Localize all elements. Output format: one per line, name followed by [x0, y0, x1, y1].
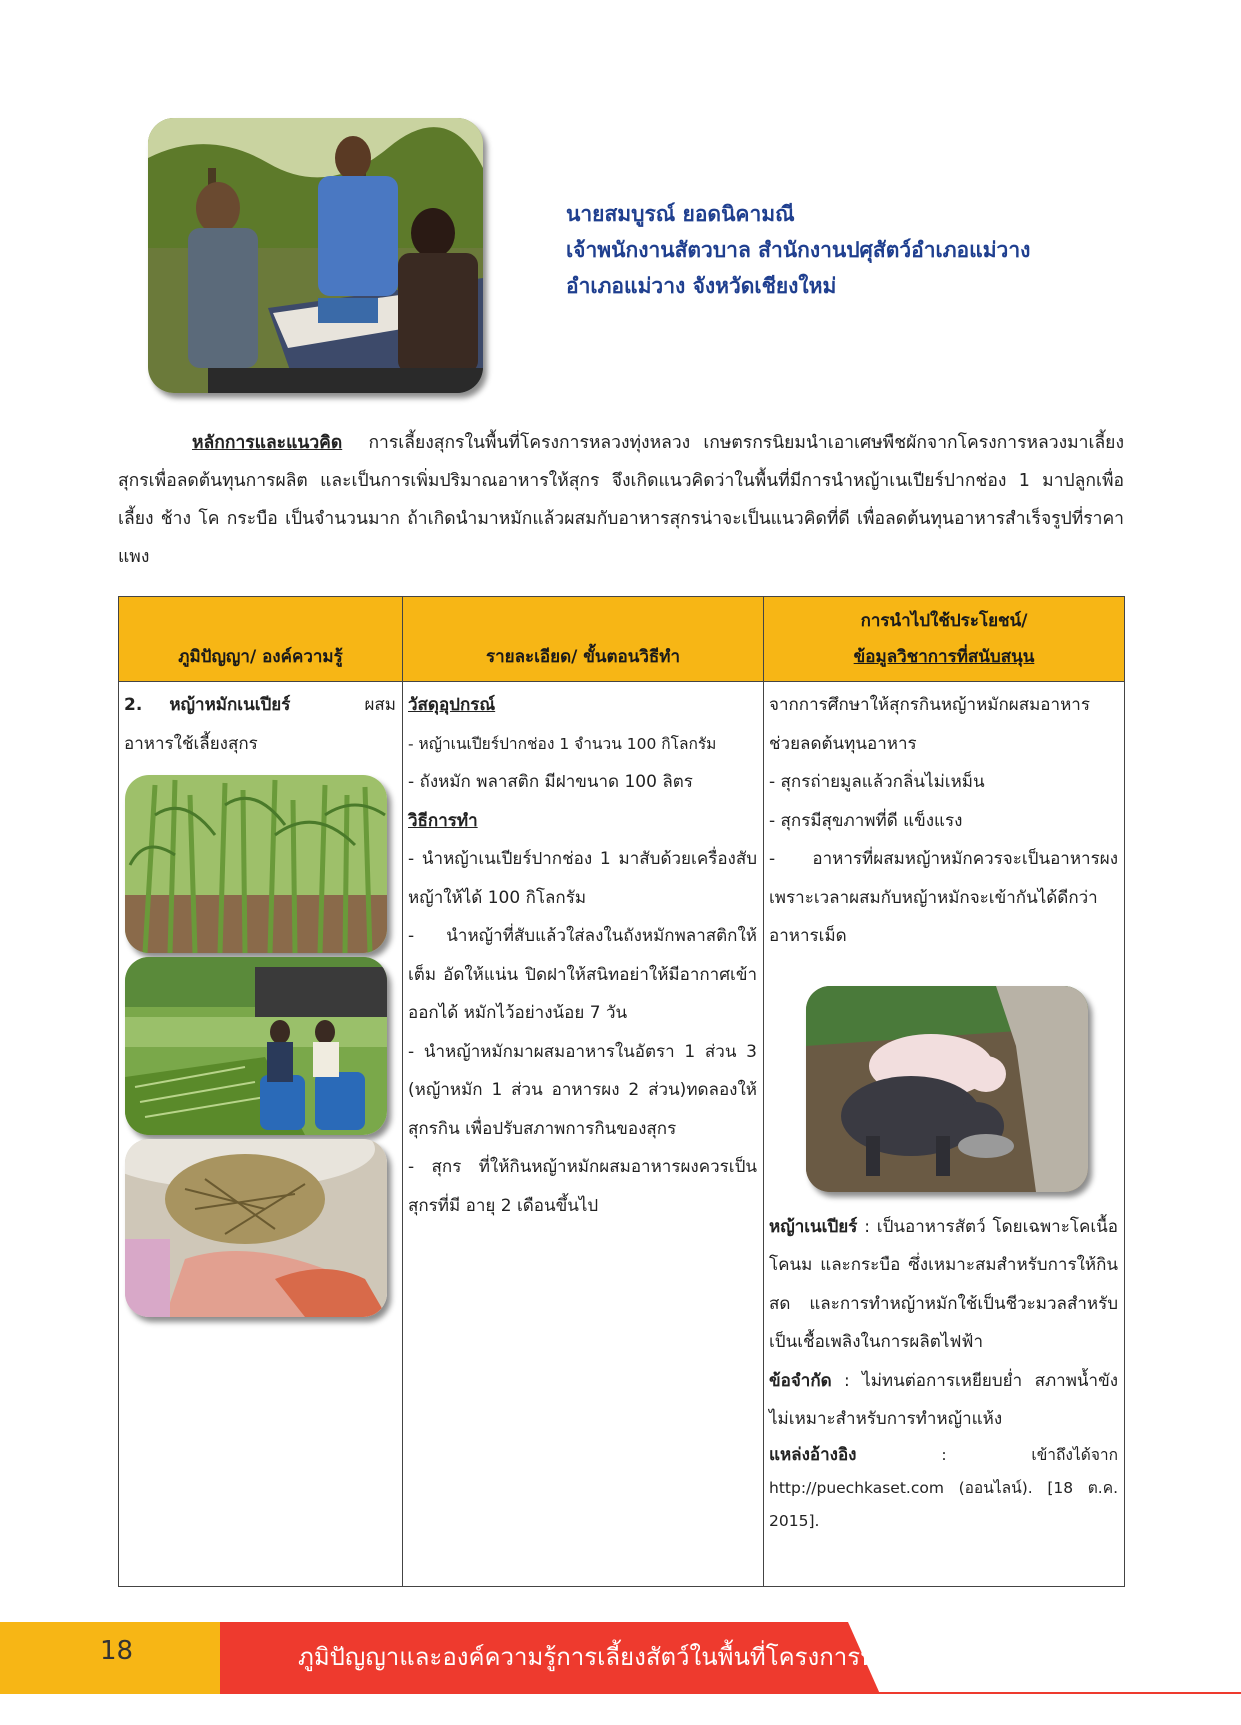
napier-info: หญ้าเนเปียร์ : เป็นอาหารสัตว์ โดยเฉพาะโคเนื้อ โคนม และกระบือ ซึ่งเหมาะสมสำหรับการให้กินสด และการทำหญ้าหมักใช้เป็นชีวะมวลสำหรับเป็นเชื้อเพลิงในการผลิตไฟฟ้า: [769, 1216, 1118, 1352]
author-name: นายสมบูรณ์ ยอดนิคามณี: [566, 202, 795, 226]
author-position: เจ้าพนักงานสัตวบาล สำนักงานปศุสัตว์อำเภอแม่วาง: [566, 238, 1031, 262]
material-item: - ถังหมัก พลาสติก มีฝาขนาด 100 ลิตร: [408, 772, 693, 792]
intro-paragraph: [118, 424, 1124, 576]
fermented-grass-photo: [125, 1139, 387, 1317]
method-step: - นำหญ้าเนเปียร์ปากช่อง 1 มาสับด้วยเครื่องสับหญ้าให้ได้ 100 กิโลกรัม: [408, 849, 757, 908]
knowledge-table: [118, 596, 1125, 1587]
chopping-grass-photo: [125, 957, 387, 1135]
footer-title: ภูมิปัญญาและองค์ความรู้การเลี้ยงสัตว์ในพื้นที่โครงการหลวง: [298, 1643, 916, 1671]
header-details: รายละเอียด/ ขั้นตอนวิธีทำ: [403, 597, 764, 682]
method-step: - นำหญ้าหมักมาผสมอาหารในอัตรา 1 ส่วน 3 (หญ้าหมัก 1 ส่วน อาหารผง 2 ส่วน)ทดลองให้สุกรกิน เพื่อปรับสภาพการกินของสุกร: [408, 1041, 757, 1139]
header-usage: การนำไปใช้ประโยชน์/ ข้อมูลวิชาการที่สนับสนุน: [764, 597, 1125, 682]
details-cell: [403, 682, 764, 1587]
wisdom-cell: [119, 682, 403, 1587]
author-photo: [148, 118, 483, 393]
usage-intro: จากการศึกษาให้สุกรกินหญ้าหมักผสมอาหาร ช่วยลดต้นทุนอาหาร: [769, 695, 1090, 754]
usage-bullet: - สุกรมีสุขภาพที่ดี แข็งแรง: [769, 810, 963, 831]
method-step: - สุกร ที่ให้กินหญ้าหมักผสมอาหารผงควรเป็นสุกรที่มี อายุ 2 เดือนขึ้นไป: [408, 1157, 757, 1216]
method-heading: วิธีการทำ: [408, 810, 478, 831]
item-title-rest: ผสม: [364, 695, 396, 715]
author-photo-image: [148, 118, 483, 393]
page-number: 18: [100, 1636, 134, 1666]
limitation-info: ข้อจำกัด : ไม่ทนต่อการเหยียบย่ำ สภาพน้ำขัง ไม่เหมาะสำหรับการทำหญ้าแห้ง: [769, 1370, 1118, 1429]
item-number: 2.: [124, 695, 143, 715]
author-info: [566, 196, 1030, 304]
usage-bullet: - อาหารที่ผสมหญ้าหมักควรจะเป็นอาหารผง เพราะเวลาผสมกับหญ้าหมักจะเข้ากันได้ดีกว่าอาหารเม็ด: [769, 849, 1118, 946]
header-wisdom: ภูมิปัญญา/ องค์ความรู้: [119, 597, 403, 682]
footer-line: [860, 1692, 1241, 1694]
materials-heading: วัสดุอุปกรณ์: [408, 695, 496, 715]
napier-grass-photo: [125, 775, 387, 953]
item-title-line2: อาหารใช้เลี้ยงสุกร: [124, 733, 258, 754]
reference-info: แหล่งอ้างอิง : เข้าถึงได้จาก http://puechkaset.com (ออนไลน์). [18 ต.ค. 2015].: [769, 1444, 1118, 1530]
author-location: อำเภอแม่วาง จังหวัดเชียงใหม่: [566, 274, 837, 298]
intro-heading: หลักการและแนวคิด: [192, 433, 343, 453]
pigs-photo: [806, 986, 1088, 1192]
usage-cell: [764, 682, 1125, 1587]
material-item: - หญ้าเนเปียร์ปากช่อง 1 จำนวน 100 กิโลกรัม: [408, 734, 717, 753]
item-title: หญ้าหมักเนเปียร์: [169, 695, 291, 715]
method-step: - นำหญ้าที่สับแล้วใส่ลงในถังหมักพลาสติกให้เต็ม อัดให้แน่น ปิดฝาให้สนิทอย่าให้มีอากาศเข้าออกได้ หมักไว้อย่างน้อย 7 วัน: [408, 926, 757, 1023]
intro-text: การเลี้ยงสุกรในพื้นที่โครงการหลวงทุ่งหลวง เกษตรกรนิยมนำเอาเศษพืชผักจากโครงการหลวงมาเลี้ยงสุกรเพื่อลดต้นทุนการผลิต และเป็นการเพิ่มปริมาณอาหารให้สุกร จึงเกิดแนวคิดว่าในพื้นที่มีการนำหญ้าเนเปียร์ปากช่อง 1 มาปลูกเพื่อเลี้ยง ช้าง โค กระบือ เป็นจำนวนมาก ถ้าเกิดนำมาหมักแล้วผสมกับอาหารสุกรน่าจะเป็นแนวคิดที่ดี เพื่อลดต้นทุนอาหารสำเร็จรูปที่ราคาแพง: [118, 433, 1124, 567]
usage-bullet: - สุกรถ่ายมูลแล้วกลิ่นไม่เหม็น: [769, 772, 985, 792]
